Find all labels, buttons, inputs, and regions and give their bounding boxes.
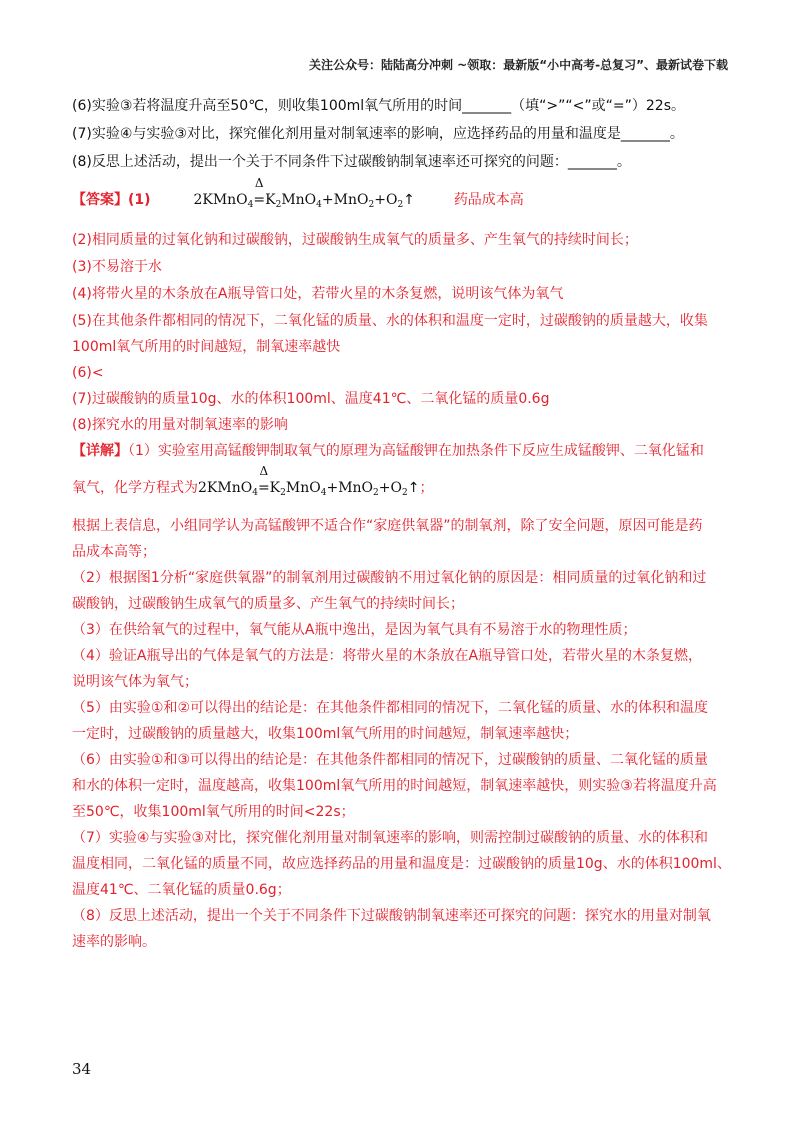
answer-line-3: (3)不易溶于水 (72, 259, 162, 275)
eq-sub: 2 (401, 488, 408, 498)
eq-plus: + (374, 192, 386, 208)
answer-line-2: (2)相同质量的过氧化钠和过碳酸钠，过碳酸钠生成氧气的质量多、产生氧气的持续时间长； (72, 232, 638, 248)
detail-line-1 (72, 441, 704, 461)
eq-sub: 2 (275, 200, 282, 210)
eq-sub: 4 (252, 488, 258, 498)
answer-line-5a: (5)在其他条件都相同的情况下，二氧化锰的质量、水的体积和温度一定时，过碳酸钠的质量越大，收集 (72, 313, 708, 329)
detail-eq-suffix: ； (419, 480, 434, 496)
eq-sub: 2 (280, 488, 286, 498)
gas-arrow-icon: ↑ (407, 480, 420, 496)
page-number: 34 (72, 1060, 92, 1078)
eq-delta: Δ (254, 176, 264, 190)
detail-line: 说明该气体为氧气； (72, 674, 198, 690)
eq-reactant: 2KMnO (193, 192, 248, 208)
detail-line: 一定时，过碳酸钠的质量越大，收集100ml氧气所用的时间越短，制氧速率越快； (72, 726, 579, 742)
answer-line-6: (6)< (72, 365, 104, 381)
answer-line-7: (7)过碳酸钠的质量10g、水的体积100ml、温度41℃、二氧化锰的质量0.6g (72, 391, 550, 407)
detail-first-text: （1）实验室用高锰酸钾制取氧气的原理为高锰酸钾在加热条件下反应生成锰酸钾、二氧化锰和 (128, 443, 704, 459)
detail-line: （8）反思上述活动，提出一个关于不同条件下过碳酸钠制氧速率还可探究的问题：探究水的用量对制氧 (72, 908, 711, 924)
eq-product-1a: K (269, 480, 281, 496)
detail-equation-line (72, 464, 434, 503)
detail-line: （7）实验④与实验③对比，探究催化剂用量对制氧速率的影响，则需控制过碳酸钠的质量、水的体积和 (72, 830, 709, 846)
detail-line: （6）由实验①和③可以得出的结论是：在其他条件都相同的情况下，过碳酸钠的质量、二氧化锰的质量 (72, 752, 709, 768)
gas-arrow-icon: ↑ (403, 192, 415, 208)
detail-line: 和水的体积一定时，温度越高，收集100ml氧气所用的时间越短，制氧速率越快，则实验③若将温度升高 (72, 778, 717, 794)
question-6: (6)实验③若将温度升高至50℃，则收集100ml氧气所用的时间_______（填“>”“<”或“=”）22s。 (72, 98, 685, 114)
detail-equation (198, 464, 420, 503)
eq-product-3: O (390, 480, 402, 496)
answer-tag: 【答案】(1) (72, 192, 151, 208)
question-8: (8)反思上述活动，提出一个关于不同条件下过碳酸钠制氧速率还可探究的问题：_______。 (72, 154, 631, 170)
eq-equals: = (257, 480, 270, 496)
detail-line: 碳酸钠，过碳酸钠生成氧气的质量多、产生氧气的持续时间长； (72, 596, 464, 612)
eq-equals: = (253, 192, 266, 208)
answer-equation (193, 176, 415, 215)
eq-sub: 2 (373, 488, 379, 498)
answer-line-4: (4)将带火星的木条放在A瓶导管口处，若带火星的木条复燃，说明该气体为氧气 (72, 286, 564, 302)
page-header: 关注公众号：陆陆高分冲刺 ~领取：最新版“小中高考-总复习”、最新试卷下载 (309, 58, 728, 72)
eq-product-3: O (385, 192, 398, 208)
detail-tag: 【详解】 (72, 443, 128, 459)
detail-line: （2）根据图1分析“家庭供氧器”的制氧剂用过碳酸钠不用过氧化钠的原因是：相同质量的过氧化钠和过 (72, 570, 707, 586)
eq-sub: 4 (247, 200, 254, 210)
eq-product-2: MnO (338, 480, 374, 496)
answer-reason: 药品成本高 (453, 192, 524, 208)
eq-delta: Δ (259, 464, 269, 478)
eq-plus: + (326, 480, 339, 496)
detail-line: 品成本高等； (72, 544, 156, 560)
detail-line: （4）验证A瓶导出的气体是氧气的方法是：将带火星的木条放在A瓶导管口处，若带火星的木条复燃， (72, 648, 703, 664)
detail-line: 速率的影响。 (72, 934, 156, 950)
detail-line: 温度41℃、二氧化锰的质量0.6g； (72, 882, 291, 898)
detail-line: 至50℃，收集100ml氧气所用的时间<22s； (72, 804, 355, 820)
answer-line-1 (72, 176, 524, 215)
detail-line: 根据上表信息，小组同学认为高锰酸钾不适合作“家庭供氧器”的制氧剂，除了安全问题，原因可能是药 (72, 518, 703, 534)
eq-product-2: MnO (333, 192, 369, 208)
eq-sub: 2 (368, 200, 375, 210)
detail-line: （3）在供给氧气的过程中，氧气能从A瓶中逸出，是因为氧气具有不易溶于水的物理性质； (72, 622, 637, 638)
eq-product-1b: MnO (281, 192, 317, 208)
eq-product-1a: K (265, 192, 276, 208)
detail-eq-prefix: 氧气，化学方程式为 (72, 480, 198, 496)
answer-line-8: (8)探究水的用量对制氧速率的影响 (72, 417, 288, 433)
eq-reactant: 2KMnO (198, 480, 253, 496)
eq-product-1b: MnO (285, 480, 321, 496)
eq-plus: + (378, 480, 391, 496)
detail-line: 温度相同，二氧化锰的质量不同，故应选择药品的用量和温度是：过碳酸钠的质量10g、水的体积100ml、 (72, 856, 731, 872)
eq-sub: 4 (316, 200, 322, 210)
eq-heat-sign (253, 176, 266, 210)
question-7: (7)实验④与实验③对比，探究催化剂用量对制氧速率的影响，应选择药品的用量和温度是_______。 (72, 126, 684, 142)
eq-sub: 2 (397, 200, 404, 210)
eq-sub: 4 (320, 488, 327, 498)
eq-plus: + (321, 192, 334, 208)
eq-heat-sign (257, 464, 270, 498)
detail-line: （5）由实验①和②可以得出的结论是：在其他条件都相同的情况下，二氧化锰的质量、水的体积和温度 (72, 700, 709, 716)
answer-line-5b: 100ml氧气所用的时间越短，制氧速率越快 (72, 339, 341, 355)
